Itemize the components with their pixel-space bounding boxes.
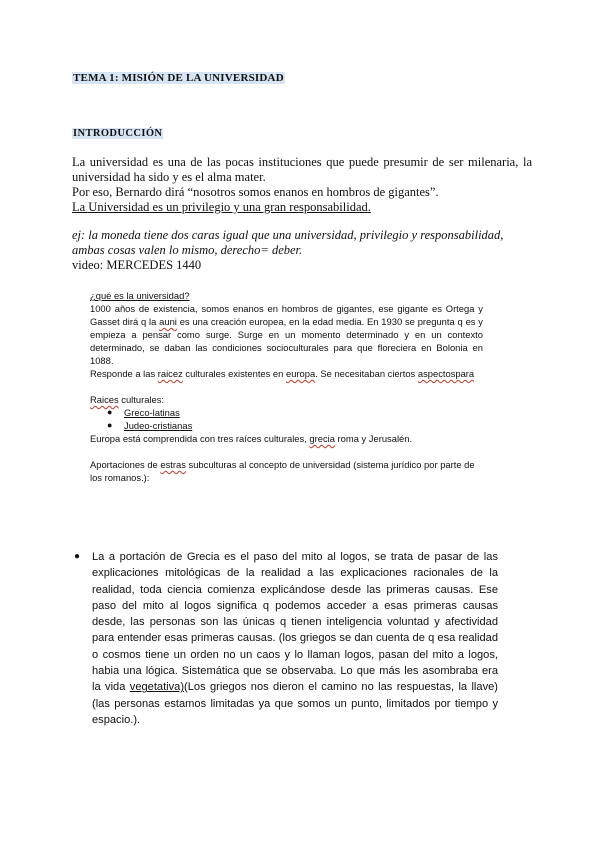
misspelled-word-europa: europa — [285, 368, 316, 379]
europa-part-a: Europa está comprendida con tres raíces culturales, — [90, 433, 307, 444]
question-heading: ¿qué es la universidad? — [90, 290, 190, 301]
misspelled-word-raicez: raicez — [157, 368, 183, 379]
aportaciones-part-a: Aportaciones de — [90, 459, 158, 470]
responde-paragraph — [90, 367, 483, 380]
misspelled-word-raices: Raices — [90, 394, 119, 405]
misspelled-word-auni: auni — [159, 316, 177, 327]
bullet-icon: ● — [107, 407, 113, 417]
list-item — [107, 406, 483, 419]
page-title: TEMA 1: MISIÓN DE LA UNIVERSIDAD — [73, 72, 284, 84]
europa-sentence — [90, 432, 483, 445]
root-label: Judeo-cristianas — [124, 420, 193, 431]
europa-part-b: roma y Jerusalén. — [337, 433, 413, 444]
example-text: ej: la moneda tiene dos caras igual que una universidad, privilegio y responsabilidad, ambas cosas valen lo mismo, derecho= deber. — [72, 228, 504, 257]
raices-heading-rest: culturales: — [121, 394, 164, 405]
intro-line-2: Por eso, Bernardo dirá “nosotros somos enanos en hombros de gigantes”. — [72, 185, 439, 199]
aportaciones-part-b: subculturas al concepto de universidad (sistema jurídico por parte de los romanos.): — [90, 459, 475, 483]
greece-text-part-a: La a portación de Grecia es el paso del mito al logos, se trata de pasar de las explicaciones mitológicas de la realidad a las explicaciones racionales de la realidad, toda ciencia comienza explicándose desde las primeras causas. Ese paso del mito al logos significa q podemos acceder a esas primeras causas desde, las personas son las únicas q tienen inteligencia voluntad y afectividad para entender esas primeras causas. (los griegos se dan cuenta de q esa realidad o cosmos tiene un orden no un caos y lo llaman logos, pasan del mito a logos, habia una lógica. Sistemática que se observaba. Lo que más les asombraba era la vida — [92, 551, 498, 694]
introduction-heading: INTRODUCCIÓN — [73, 128, 163, 139]
intro-line-1: La universidad es una de las pocas instituciones que puede presumir de ser milenaria, la universidad ha sido y es el alma mater. — [72, 155, 532, 184]
intro-line-3: La Universidad es un privilegio y una gran responsabilidad. — [72, 200, 371, 214]
example-section — [72, 228, 532, 273]
root-label: Greco-latinas — [124, 407, 180, 418]
question-block — [90, 289, 483, 484]
bullet-icon: ● — [74, 551, 81, 562]
responde-part-a: Responde a las — [90, 368, 156, 379]
responde-part-c: . Se necesitaban ciertos — [315, 368, 416, 379]
misspelled-word-aspectospara: aspectospara — [417, 368, 475, 379]
aportaciones-paragraph — [90, 458, 483, 484]
misspelled-word-grecia: grecia — [309, 433, 335, 444]
misspelled-word-estras: estras — [160, 459, 186, 470]
question-paragraph-part-b: es una creación europea, en la edad media. En 1930 se pregunta q es y empieza a pensar como surge. Surge en un momento determinado y en un contexto determinado, se daban las condiciones socioculturales para que floreciera en Bolonia en 1088. — [90, 316, 483, 366]
roots-list — [90, 406, 483, 432]
question-paragraph-part-a: 1000 años de existencia, somos enanos en hombros de gigantes, ese gigante es Ortega y Gasset dirá q la — [90, 303, 483, 327]
responde-part-b: culturales existentes en — [185, 368, 284, 379]
bullet-icon: ● — [107, 420, 113, 430]
greece-text-part-b: (Los griegos nos dieron el camino no las respuestas, la llave) (las personas estamos limitadas ya que somos un punto, limitados por tiempo y espacio.). — [92, 681, 498, 726]
greece-section — [74, 549, 498, 728]
question-paragraph — [90, 302, 483, 367]
introduction-section — [72, 155, 532, 215]
raices-heading — [90, 393, 483, 406]
video-reference: video: MERCEDES 1440 — [72, 258, 202, 272]
list-item — [107, 419, 483, 432]
underlined-word-vegetativa: vegetativa) — [129, 681, 185, 694]
greece-paragraph — [92, 549, 498, 728]
